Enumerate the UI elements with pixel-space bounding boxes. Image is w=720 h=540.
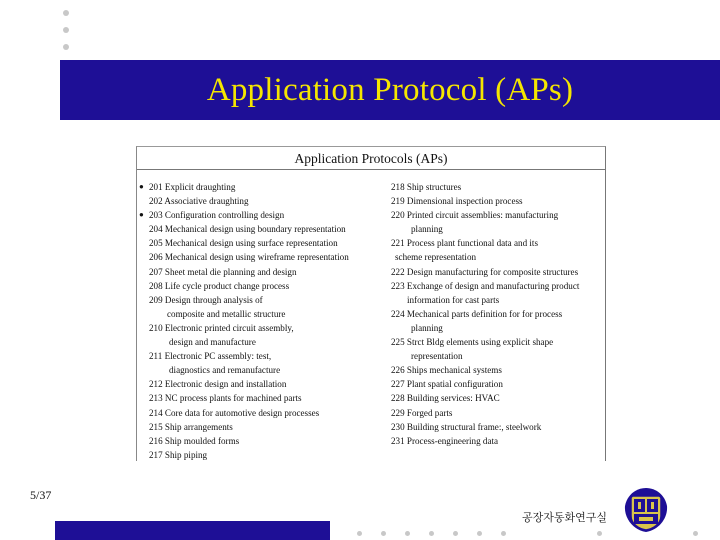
decor-dot bbox=[501, 531, 506, 536]
figure-heading: Application Protocols (APs) bbox=[294, 151, 448, 166]
protocol-item: ● 203 Configuration controlling design bbox=[141, 208, 391, 222]
protocol-item: 212 Electronic design and installation bbox=[149, 379, 287, 390]
protocol-item-continuation: information for cast parts bbox=[407, 294, 500, 305]
decor-dot bbox=[357, 531, 362, 536]
protocol-item: 208 Life cycle product change process bbox=[149, 280, 290, 291]
decor-dot bbox=[63, 10, 69, 16]
bullet-icon: ● bbox=[139, 210, 144, 220]
decor-dot bbox=[477, 531, 482, 536]
protocol-item: 219 Dimensional inspection process bbox=[391, 196, 523, 207]
protocol-item: 221 Process plant functional data and its bbox=[391, 238, 538, 249]
protocol-item: 223 Exchange of design and manufacturing product bbox=[391, 280, 580, 291]
protocol-item: 210 Electronic printed circuit assembly, bbox=[149, 322, 294, 333]
protocol-item: 202 Associative draughting bbox=[149, 196, 249, 207]
figure-divider bbox=[137, 169, 605, 170]
decor-dot bbox=[63, 27, 69, 33]
decor-dot bbox=[693, 531, 698, 536]
decor-dot bbox=[429, 531, 434, 536]
protocol-item: 214 Core data for automotive design processes bbox=[149, 407, 320, 418]
protocol-item: 225 Strct Bldg elements using explicit shape bbox=[391, 337, 554, 348]
emblem-logo-icon bbox=[621, 486, 671, 534]
protocol-list-right bbox=[391, 180, 605, 448]
decor-dot bbox=[63, 44, 69, 50]
protocol-item: 229 Forged parts bbox=[391, 407, 453, 418]
protocol-item: 224 Mechanical parts definition for for process bbox=[391, 308, 563, 319]
protocol-item: 204 Mechanical design using boundary representation bbox=[149, 224, 346, 235]
protocol-item: 215 Ship arrangements bbox=[149, 421, 233, 432]
protocol-item: 227 Plant spatial configuration bbox=[391, 379, 503, 390]
protocol-item: 226 Ships mechanical systems bbox=[391, 365, 502, 376]
protocol-item-continuation: planning bbox=[411, 224, 443, 235]
protocol-item: 209 Design through analysis of bbox=[149, 294, 263, 305]
decor-dot bbox=[405, 531, 410, 536]
protocol-item: 231 Process-engineering data bbox=[391, 435, 499, 446]
page-number: 5/37 bbox=[30, 488, 52, 502]
protocol-item-continuation: representation bbox=[411, 351, 463, 362]
protocol-item: 207 Sheet metal die planning and design bbox=[149, 266, 297, 277]
decor-dot bbox=[381, 531, 386, 536]
protocol-figure bbox=[136, 146, 606, 461]
protocol-item: 222 Design manufacturing for composite structures bbox=[391, 266, 579, 277]
slide-title: Application Protocol (APs) bbox=[206, 71, 574, 108]
title-bar bbox=[60, 60, 720, 120]
protocol-item: ● 201 Explicit draughting bbox=[141, 180, 391, 194]
protocol-item: 206 Mechanical design using wireframe representation bbox=[149, 252, 349, 263]
bullet-icon: ● bbox=[139, 182, 144, 191]
protocol-item: 217 Ship piping bbox=[149, 449, 208, 460]
protocol-item: 216 Ship moulded forms bbox=[149, 435, 240, 446]
protocol-item-continuation: planning bbox=[411, 322, 443, 333]
protocol-item-continuation: diagnostics and remanufacture bbox=[169, 365, 281, 376]
protocol-item: 218 Ship structures bbox=[391, 182, 462, 192]
protocol-item: 205 Mechanical design using surface representation bbox=[149, 238, 338, 249]
protocol-item-continuation: scheme representation bbox=[395, 252, 477, 263]
lab-name: 공장자동화연구실 bbox=[522, 511, 608, 524]
protocol-item: 213 NC process plants for machined parts bbox=[149, 393, 302, 404]
protocol-item: 230 Building structural frame:, steelwork bbox=[391, 421, 542, 432]
protocol-list-left bbox=[141, 180, 391, 462]
decor-dot bbox=[597, 531, 602, 536]
protocol-item: 220 Printed circuit assemblies: manufacturing bbox=[391, 210, 559, 221]
footer-bar bbox=[55, 521, 330, 540]
protocol-item-continuation: composite and metallic structure bbox=[167, 308, 286, 319]
protocol-item: 211 Electronic PC assembly: test, bbox=[149, 351, 272, 362]
protocol-item: 228 Building services: HVAC bbox=[391, 393, 500, 404]
decor-dot bbox=[453, 531, 458, 536]
protocol-item-continuation: design and manufacture bbox=[169, 337, 256, 348]
